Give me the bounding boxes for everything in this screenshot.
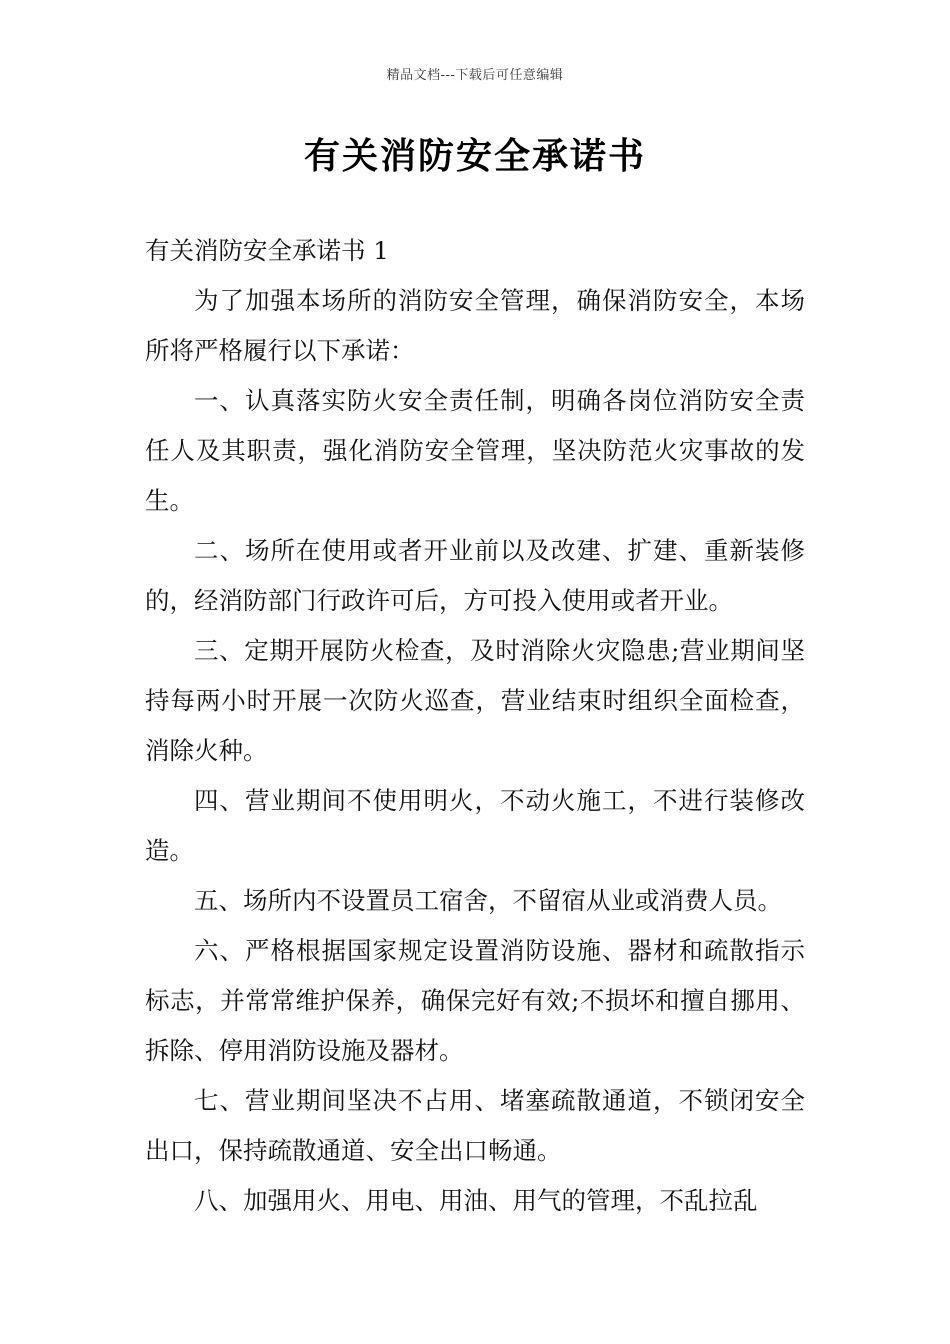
paragraph-item-7: 七、营业期间坚决不占用、堵塞疏散通道，不锁闭安全出口，保持疏散通道、安全出口畅通。 bbox=[145, 1086, 805, 1165]
document-title: 有关消防安全承诺书 bbox=[303, 136, 646, 177]
section-heading: 有关消防安全承诺书 1 bbox=[145, 236, 389, 265]
paragraph-item-4: 四、营业期间不使用明火，不动火施工，不进行装修改造。 bbox=[145, 786, 805, 865]
document-body bbox=[145, 226, 805, 1226]
paragraph-item-5: 五、场所内不设置员工宿舍，不留宿从业或消费人员。 bbox=[194, 886, 782, 915]
paragraph-item-6: 六、严格根据国家规定设置消防设施、器材和疏散指示标志，并常常维护保养，确保完好有效;不损坏和擅自挪用、拆除、停用消防设施及器材。 bbox=[145, 936, 805, 1065]
paragraph-item-2: 二、场所在使用或者开业前以及改建、扩建、重新装修的，经消防部门行政许可后，方可投入使用或者开业。 bbox=[145, 536, 805, 615]
page-header-note: 精品文档---下载后可任意编辑 bbox=[386, 68, 564, 83]
paragraph-intro: 为了加强本场所的消防安全管理，确保消防安全，本场所将严格履行以下承诺： bbox=[145, 286, 805, 365]
paragraph-item-8: 八、加强用火、用电、用油、用气的管理，不乱拉乱 bbox=[194, 1186, 758, 1215]
paragraph-item-1: 一、认真落实防火安全责任制，明确各岗位消防安全责任人及其职责，强化消防安全管理，坚决防范火灾事故的发生。 bbox=[145, 386, 805, 515]
paragraph-item-3: 三、定期开展防火检查，及时消除火灾隐患;营业期间坚持每两小时开展一次防火巡查，营业结束时组织全面检查，消除火种。 bbox=[145, 636, 805, 765]
